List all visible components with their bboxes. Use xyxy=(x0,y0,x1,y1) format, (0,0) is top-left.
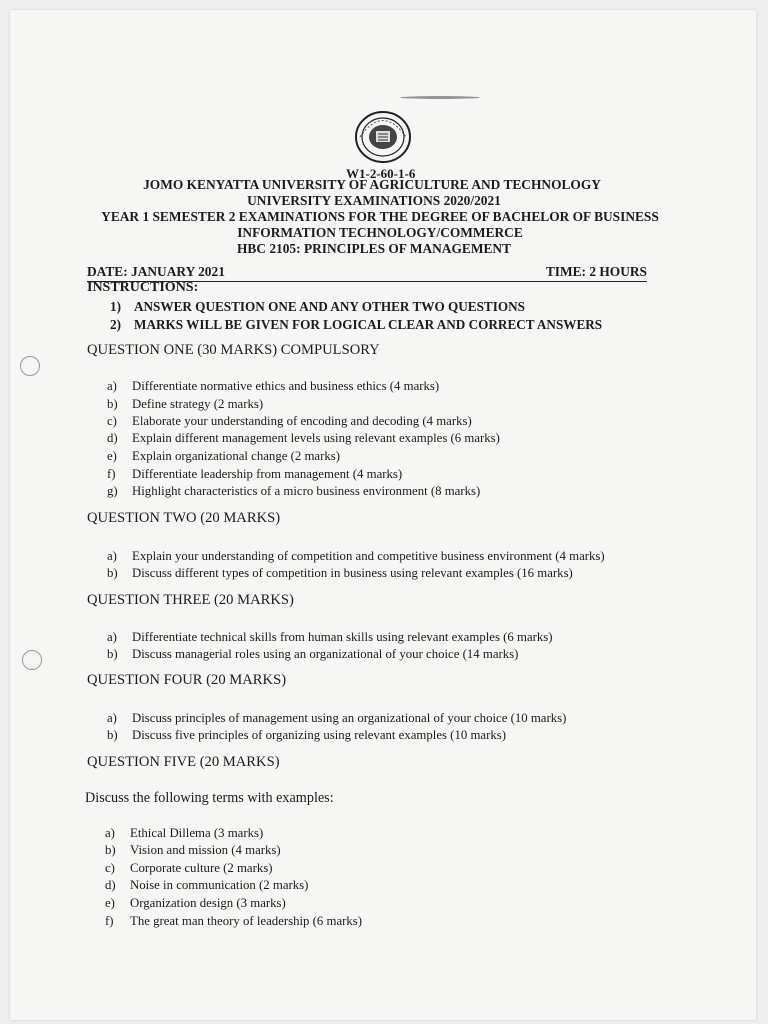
question-three-heading: QUESTION THREE (20 MARKS) xyxy=(87,592,294,608)
question-item: b) Discuss different types of competition in business using relevant examples (16 marks) xyxy=(107,566,573,580)
punch-hole-mark xyxy=(22,650,42,670)
degree-title-line-2: INFORMATION TECHNOLOGY/COMMERCE xyxy=(237,225,523,240)
question-item: b) Discuss managerial roles using an organizational of your choice (14 marks) xyxy=(107,647,519,661)
degree-title-line-1: YEAR 1 SEMESTER 2 EXAMINATIONS FOR THE DEGREE OF BACHELOR OF BUSINESS xyxy=(101,209,659,224)
question-item: b) Define strategy (2 marks) xyxy=(107,397,264,411)
question-one-heading: QUESTION ONE (30 MARKS) COMPULSORY xyxy=(87,342,380,358)
question-item: g) Highlight characteristics of a micro business environment (8 marks) xyxy=(107,484,481,498)
instruction-item: 2) MARKS WILL BE GIVEN FOR LOGICAL CLEAR AND CORRECT ANSWERS xyxy=(110,317,603,332)
scan-smudge xyxy=(400,96,480,99)
exam-date: DATE: JANUARY 2021 xyxy=(87,264,225,279)
question-item: f) The great man theory of leadership (6 marks) xyxy=(105,914,363,928)
question-item: b) Discuss five principles of organizing using relevant examples (10 marks) xyxy=(107,728,506,742)
instruction-item: 1) ANSWER QUESTION ONE AND ANY OTHER TWO QUESTIONS xyxy=(110,299,525,314)
question-two-heading: QUESTION TWO (20 MARKS) xyxy=(87,510,281,526)
question-item: f) Differentiate leadership from management (4 marks) xyxy=(107,467,403,481)
university-name: JOMO KENYATTA UNIVERSITY OF AGRICULTURE AND TECHNOLOGY xyxy=(143,177,601,192)
exam-session: UNIVERSITY EXAMINATIONS 2020/2021 xyxy=(247,193,501,208)
course-title: HBC 2105: PRINCIPLES OF MANAGEMENT xyxy=(236,241,512,256)
instructions-title: INSTRUCTIONS: xyxy=(87,280,199,295)
exam-page xyxy=(10,10,756,1020)
question-item: a) Differentiate normative ethics and business ethics (4 marks) xyxy=(107,379,440,393)
question-item: b) Vision and mission (4 marks) xyxy=(105,843,281,857)
question-item: c) Corporate culture (2 marks) xyxy=(105,861,273,875)
question-item: d) Explain different management levels using relevant examples (6 marks) xyxy=(107,431,500,445)
question-four-heading: QUESTION FOUR (20 MARKS) xyxy=(87,672,287,688)
question-item: a) Explain your understanding of competition and competitive business environment (4 marks) xyxy=(107,549,605,563)
punch-hole-mark xyxy=(20,356,40,376)
university-seal-icon xyxy=(354,110,412,164)
exam-duration: TIME: 2 HOURS xyxy=(545,264,647,279)
question-item: e) Explain organizational change (2 marks) xyxy=(107,449,340,463)
question-item: e) Organization design (3 marks) xyxy=(105,896,286,910)
question-item: d) Noise in communication (2 marks) xyxy=(105,878,309,892)
question-five-heading: QUESTION FIVE (20 MARKS) xyxy=(87,754,280,770)
question-item: a) Differentiate technical skills from human skills using relevant examples (6 marks) xyxy=(107,630,553,644)
question-five-intro: Discuss the following terms with examples: xyxy=(85,790,334,806)
question-item: a) Ethical Dillema (3 marks) xyxy=(105,826,264,840)
question-item: c) Elaborate your understanding of encoding and decoding (4 marks) xyxy=(107,414,472,428)
question-item: a) Discuss principles of management using an organizational of your choice (10 marks) xyxy=(107,711,567,725)
paper-code: W1-2-60-1-6 xyxy=(346,166,416,181)
